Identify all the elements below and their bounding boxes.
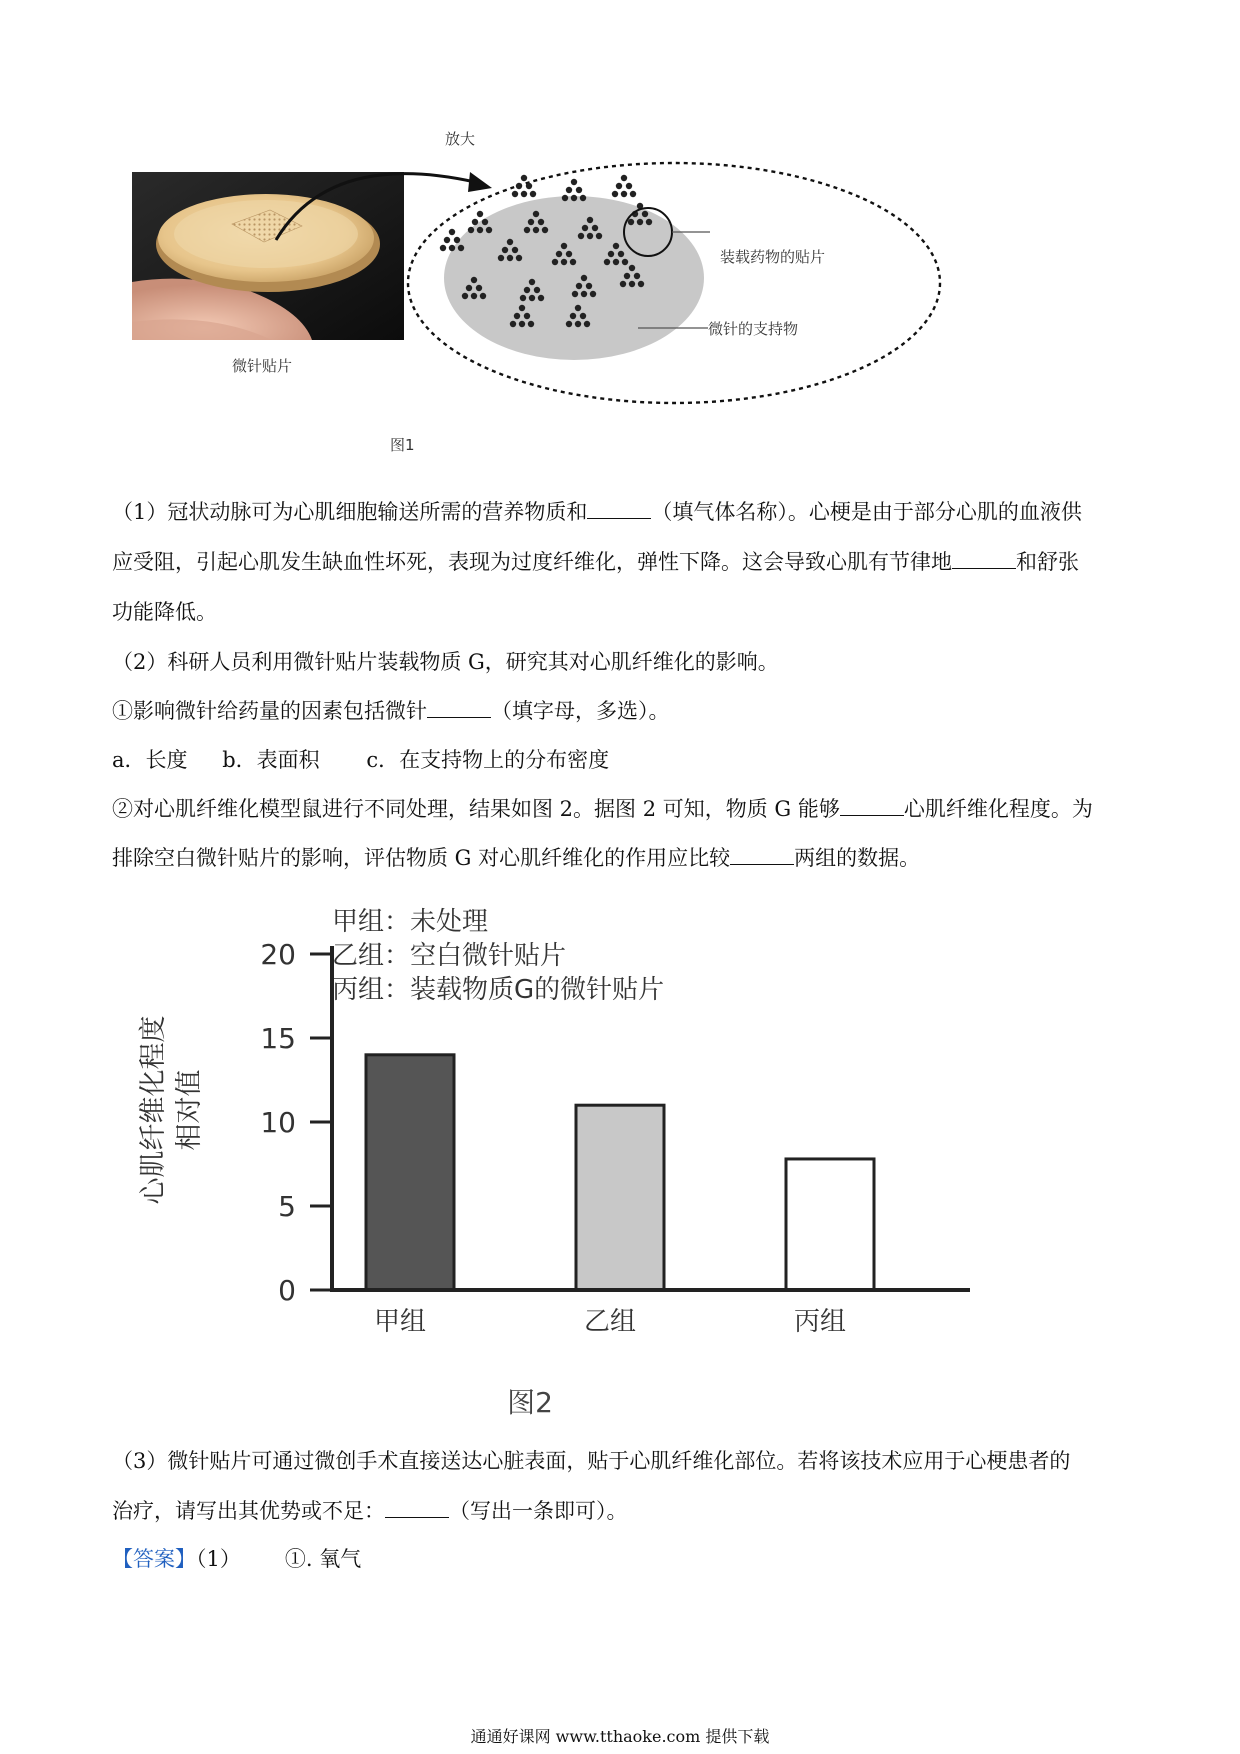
answer-line [112,1534,1132,1584]
q3-text-b: 治疗，请写出其优势或不足： [112,1499,385,1523]
q1-text-e: 功能降低。 [112,600,217,624]
legend-entry: 甲组：未处理 [332,907,489,937]
y-tick-label: 10 [260,1106,296,1139]
chart-categories [374,1307,846,1337]
q3-text-c: （写出一条即可）。 [449,1499,628,1523]
q1-line1 [112,487,1132,537]
y-tick-label: 0 [278,1274,296,1307]
label-drug-patch: 装载药物的贴片 [720,248,826,266]
q1-text-b: （填气体名称）。心梗是由于部分心肌的血液供 [651,500,1082,524]
ylabel-line2: 相对值 [174,1069,205,1151]
q2-sub1-text-b: （填字母，多选）。 [491,699,670,723]
bar-2 [576,1105,664,1290]
option-c: c．在支持物上的分布密度 [366,748,610,772]
ylabel-line1: 心肌纤维化程度 [138,1015,169,1205]
legend-entry: 丙组：装载物质G的微针贴片 [332,975,665,1005]
q3-line2 [112,1486,1132,1536]
option-a: a．长度 [112,748,188,772]
q2-intro [112,637,1132,687]
q2-sub1-text-a: ①影响微针给药量的因素包括微针 [112,699,427,723]
chart-yticks [260,938,332,1307]
bar-1 [366,1055,454,1290]
chart-legend [332,907,664,1005]
q1-blank-1 [587,498,651,519]
q2-sub2-text-d: 两组的数据。 [794,846,921,870]
q1-line3 [112,587,1132,637]
chart-title: 图2 [507,1386,553,1419]
magnify-label: 放大 [445,130,476,148]
q2-intro-text: （2）科研人员利用微针贴片装载物质 G，研究其对心肌纤维化的影响。 [112,650,779,674]
answer-part: （1） [196,1547,241,1571]
category-label: 乙组 [583,1307,637,1337]
q2-blank-3 [730,844,794,865]
category-label: 丙组 [793,1307,847,1337]
legend-entry: 乙组：空白微针贴片 [332,941,567,971]
category-label: 甲组 [373,1307,427,1337]
bar-3 [786,1159,874,1290]
chart-bars [366,1055,874,1290]
figure-1 [0,0,1240,470]
patch-caption: 微针贴片 [232,357,293,375]
q2-options [112,735,1132,785]
q2-blank-2 [840,795,904,816]
page-footer: 通通好课网 www.tthaoke.com 提供下载 [470,1727,770,1746]
q1-blank-2 [952,548,1016,569]
magnified-view [404,158,944,408]
q3-blank-1 [385,1497,449,1518]
answer-tag: 【答案】 [112,1547,196,1571]
label-support: 微针的支持物 [708,320,799,338]
q2-blank-1 [427,697,491,718]
figure1-caption: 图1 [390,436,415,454]
y-tick-label: 15 [260,1022,296,1055]
q1-line2 [112,537,1132,587]
q2-sub2-line2 [112,833,1132,883]
chart-ylabel [138,1016,205,1205]
figure-2-chart [100,890,1020,1430]
q2-sub2-text-a: ②对心肌纤维化模型鼠进行不同处理，结果如图 2。据图 2 可知，物质 G 能够 [112,797,840,821]
q2-sub1 [112,686,1132,736]
y-tick-label: 20 [260,938,296,971]
q3-line1 [112,1436,1132,1486]
q1-text-a: （1）冠状动脉可为心肌细胞输送所需的营养物质和 [112,500,588,524]
y-tick-label: 5 [278,1190,296,1223]
q1-text-d: 和舒张 [1016,550,1079,574]
q1-text-c: 应受阻，引起心肌发生缺血性坏死，表现为过度纤维化，弹性下降。这会导致心肌有节律地 [112,550,952,574]
answer-item: ①. 氧气 [284,1547,362,1571]
q2-sub2-text-c: 排除空白微针贴片的影响，评估物质 G 对心肌纤维化的作用应比较 [112,846,731,870]
option-b: b．表面积 [222,748,320,772]
q3-text-a: （3）微针贴片可通过微创手术直接送达心脏表面，贴于心肌纤维化部位。若将该技术应用于心梗患者的 [112,1449,1071,1473]
q2-sub2-line1 [112,784,1132,834]
q2-sub2-text-b: 心肌纤维化程度。为 [903,797,1093,821]
